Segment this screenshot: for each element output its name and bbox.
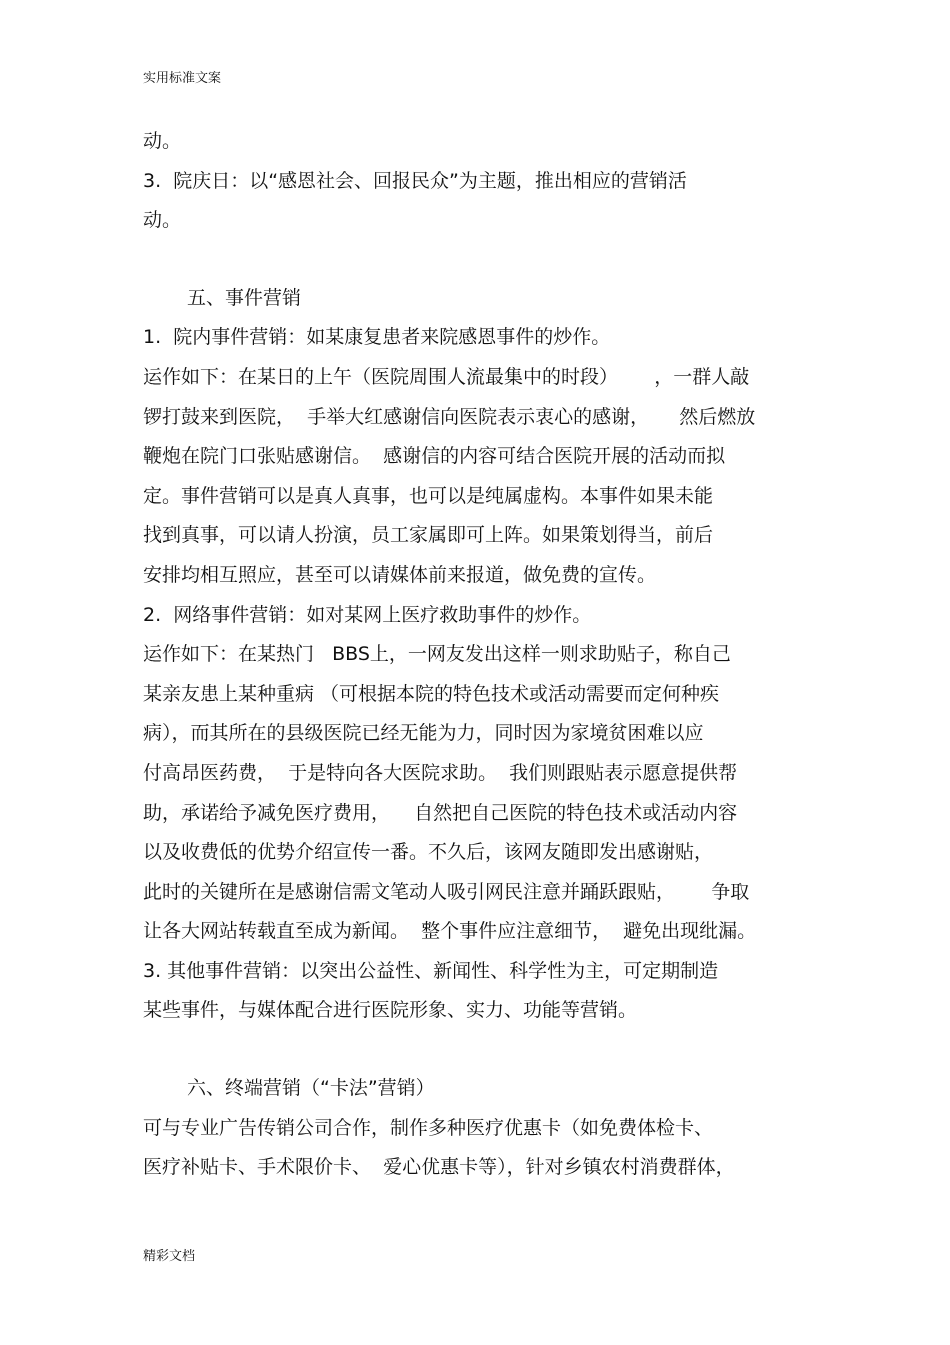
document-body — [143, 122, 823, 1188]
text-line: 医疗补贴卡、手术限价卡、 爱心优惠卡等），针对乡镇农村消费群体， — [143, 1156, 735, 1179]
text-line: 某些事件，与媒体配合进行医院形象、实力、功能等营销。 — [143, 999, 638, 1022]
text-line: 付高昂医药费， 于是特向各大医院求助。 我们则跟贴表示愿意提供帮 — [143, 761, 738, 784]
text-line: 2. 网络事件营销：如对某网上医疗救助事件的炒作。 — [143, 603, 592, 626]
page-footer: 精彩文档 — [143, 1249, 196, 1264]
page-header: 实用标准文案 — [143, 71, 222, 86]
text-line: 让各大网站转载直至成为新闻。 整个事件应注意细节， 避免出现纰漏。 — [143, 920, 757, 943]
text-line: 动。 — [143, 209, 182, 232]
text-line: 安排均相互照应，甚至可以请媒体前来报道，做免费的宣传。 — [143, 563, 657, 586]
text-line: 3. 其他事件营销：以突出公益性、新闻性、科学性为主，可定期制造 — [143, 959, 719, 982]
text-line: 某亲友患上某种重病 （可根据本院的特色技术或活动需要而定何种疾 — [143, 682, 720, 705]
text-line: 鞭炮在院门口张贴感谢信。 感谢信的内容可结合医院开展的活动而拟 — [143, 445, 726, 468]
text-line: 此时的关键所在是感谢信需文笔动人吸引网民注意并踊跃跟贴， 争取 — [143, 880, 750, 903]
text-line: 病），而其所在的县级医院已经无能为力，同时因为家境贫困难以应 — [143, 722, 704, 745]
paragraph-gap — [143, 1031, 823, 1069]
text-line: 运作如下：在某日的上午（医院周围人流最集中的时段） ，一群人敲 — [143, 365, 750, 388]
paragraph-gap — [143, 241, 823, 279]
text-line: 1. 院内事件营销：如某康复患者来院感恩事件的炒作。 — [143, 326, 611, 349]
text-line: 助，承诺给予减免医疗费用， 自然把自己医院的特色技术或活动内容 — [143, 801, 738, 824]
text-line: 动。 — [143, 130, 182, 152]
section-heading: 五、事件营销 — [187, 286, 302, 309]
text-line: 可与专业广告传销公司合作，制作多种医疗优惠卡（如免费体检卡、 — [143, 1116, 714, 1139]
text-line: 3. 院庆日：以“感恩社会、回报民众”为主题，推出相应的营销活 — [143, 169, 687, 192]
text-line: 锣打鼓来到医院， 手举大红感谢信向医院表示衷心的感谢， 然后燃放 — [143, 405, 756, 428]
text-line: 找到真事，可以请人扮演，员工家属即可上阵。如果策划得当，前后 — [143, 524, 714, 547]
text-line: 以及收费低的优势介绍宣传一番。不久后，该网友随即发出感谢贴， — [143, 841, 714, 864]
text-line: 运作如下：在某热门 BBS上，一网友发出这样一则求助贴子，称自己 — [143, 643, 731, 666]
section-heading: 六、终端营销（“卡法”营销） — [187, 1077, 435, 1100]
text-line: 定。事件营销可以是真人真事，也可以是纯属虚构。本事件如果未能 — [143, 484, 714, 507]
